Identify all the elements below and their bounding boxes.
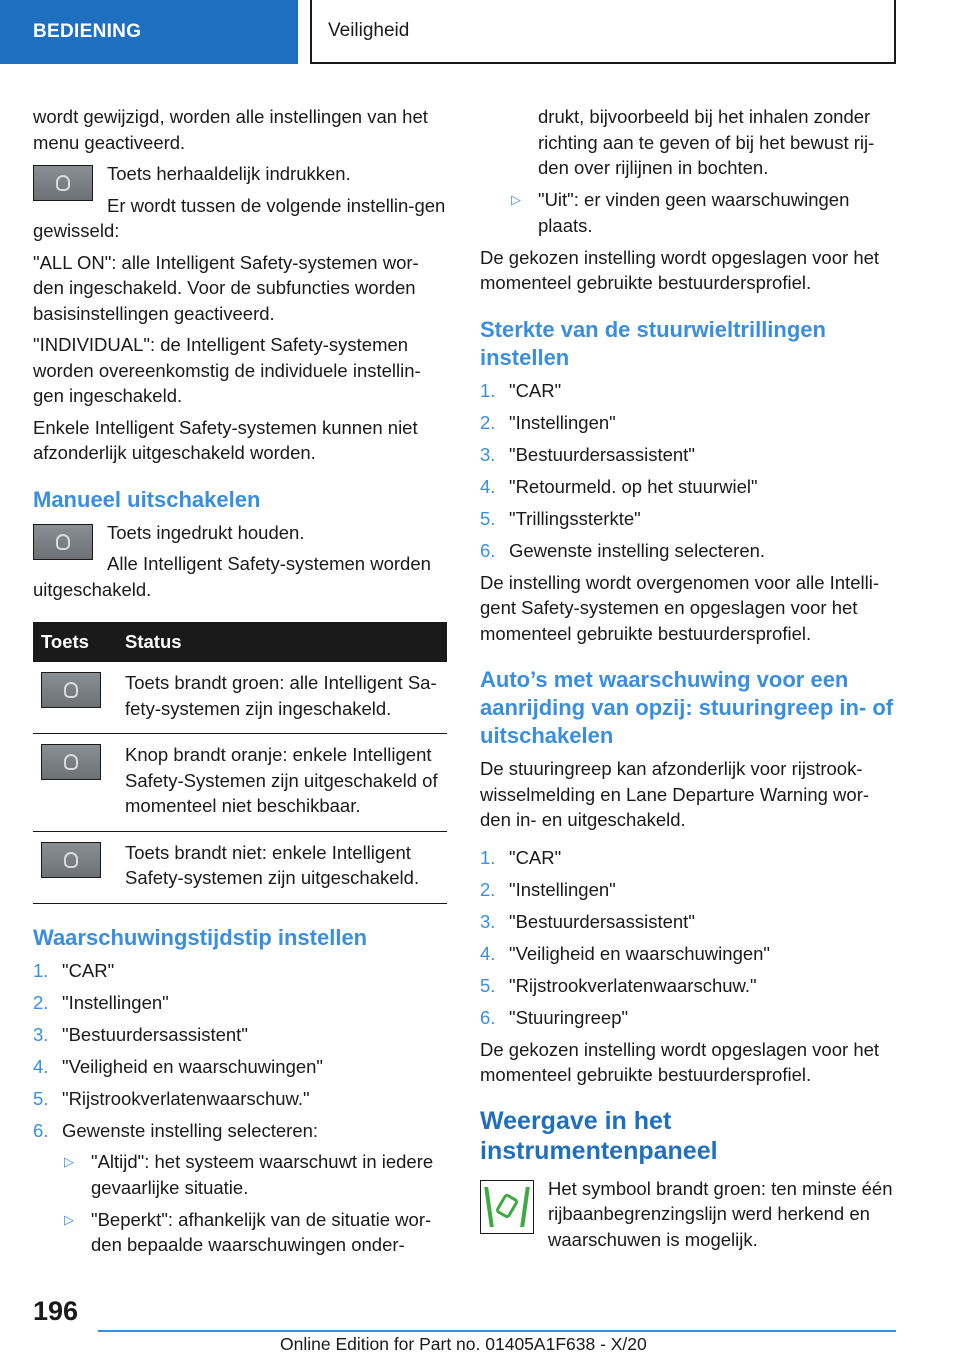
step-text: "Instellingen": [509, 878, 616, 900]
list-item: [480, 877, 896, 903]
step-number: 3.: [480, 443, 496, 465]
triangle-bullet-icon: ▷: [511, 192, 521, 207]
step-text: "Trillingssterkte": [509, 507, 641, 529]
step-number: 2.: [33, 991, 49, 1013]
safety-button-icon: [41, 744, 101, 780]
list-item: [480, 506, 896, 532]
list-item: [33, 1054, 447, 1080]
step-number: 4.: [480, 942, 496, 964]
step-number: 4.: [480, 475, 496, 497]
step-text: "CAR": [62, 959, 115, 981]
left-column: [33, 104, 447, 1264]
sub-text: "Uit": er vinden geen waarschuwingen plaats.: [538, 189, 850, 236]
heading-vibration: Sterkte van de stuurwieltrillingen instellen: [480, 316, 826, 370]
paragraph: Alle Intelligent Safety-systemen worden uitgeschakeld.: [33, 553, 431, 600]
triangle-bullet-icon: ▷: [64, 1211, 74, 1227]
step-number: 5.: [480, 507, 496, 529]
step-text: "Rijstrookverlatenwaarschuw.": [62, 1087, 310, 1109]
step-number: 3.: [33, 1023, 49, 1045]
page-number: 196: [33, 1296, 79, 1326]
status-table: [33, 622, 447, 904]
lane-departure-icon: [480, 1180, 534, 1234]
footer-divider: [98, 1330, 896, 1332]
sub-item: [62, 1207, 447, 1258]
sub-item: [480, 187, 896, 238]
step-text: Gewenste instelling selecteren.: [509, 539, 766, 561]
table-cell-status: Knop brandt oranje: enkele Intelligent Safety-Systemen zijn uitgeschakeld of momenteel niet beschikbaar.: [117, 734, 447, 832]
paragraph: wordt gewijzigd, worden alle instellingen van het menu geactiveerd.: [33, 106, 428, 153]
button-instruction: [33, 520, 447, 603]
paragraph: Toets ingedrukt houden.: [107, 521, 305, 543]
paragraph: Er wordt tussen de volgende instellin-gen gewisseld:: [33, 194, 446, 241]
step-number: 1.: [480, 379, 496, 401]
button-instruction: [33, 161, 447, 244]
paragraph: De gekozen instelling wordt opgeslagen voor het momenteel gebruikte bestuurdersprofiel.: [480, 246, 880, 293]
right-column: [480, 104, 896, 1258]
paragraph: De stuuringreep kan afzonderlijk voor rijstrook-wisselmelding en Lane Departure Warning wor-den in- en uitgeschakeld.: [480, 758, 870, 830]
steps-steering: [480, 845, 896, 1031]
step-text: "CAR": [509, 379, 562, 401]
paragraph: Toets herhaaldelijk indrukken.: [107, 163, 351, 184]
section-title: BEDIENING: [33, 21, 142, 42]
section-tab: [0, 0, 298, 64]
triangle-bullet-icon: ▷: [64, 1154, 74, 1169]
list-item: [480, 941, 896, 967]
heading-display: Weergave in het instrumentenpaneel: [480, 1106, 718, 1165]
heading-manual-off: Manueel uitschakelen: [33, 486, 261, 512]
table-row: [33, 831, 447, 903]
step-text: "Stuuringreep": [509, 1006, 629, 1028]
step-number: 6.: [480, 539, 496, 561]
list-item: [480, 410, 896, 436]
chapter-tab: [310, 0, 896, 64]
safety-button-icon: [33, 165, 93, 201]
paragraph: "ALL ON": alle Intelligent Safety-systemen wor-den ingeschakeld. Voor de subfuncties worden basisinstellingen geactiveerd.: [33, 251, 419, 324]
sub-options: [62, 1149, 447, 1258]
step-number: 5.: [480, 974, 496, 996]
table-header-status: Status: [117, 622, 447, 662]
table-row: [33, 662, 447, 734]
steps-vibration: [480, 378, 896, 564]
sub-text: drukt, bijvoorbeeld bij het inhalen zonder richting aan te geven of bij het bewust rij-den over rijlijnen in bochten.: [538, 106, 875, 178]
step-number: 2.: [480, 878, 496, 900]
table-cell-status: Toets brandt niet: enkele Intelligent Safety-systemen zijn uitgeschakeld.: [117, 831, 447, 903]
paragraph: "INDIVIDUAL": de Intelligent Safety-systemen worden overeenkomstig de individuele instellin-gen ingeschakeld.: [33, 334, 421, 406]
step-number: 6.: [33, 1119, 49, 1141]
step-number: 5.: [33, 1087, 49, 1109]
list-item: [480, 538, 896, 564]
sub-item: [480, 104, 896, 181]
list-item: [33, 1118, 447, 1258]
sub-item: [62, 1149, 447, 1200]
heading-side-collision: Auto’s met waarschuwing voor een aanrijding van opzij: stuuringreep in- of uitschakelen: [480, 667, 894, 748]
chapter-title: Veiligheid: [328, 20, 410, 41]
step-number: 1.: [33, 959, 49, 981]
list-item: [33, 958, 447, 984]
safety-button-icon: [41, 842, 101, 878]
list-item: [480, 474, 896, 500]
table-row: [33, 734, 447, 832]
list-item: [33, 1022, 447, 1048]
table-header-toets: Toets: [33, 622, 117, 662]
list-item: [480, 845, 896, 871]
symbol-instruction: [480, 1176, 896, 1253]
list-item: [33, 990, 447, 1016]
sub-text: "Altijd": het systeem waarschuwt in iedere gevaarlijke situatie.: [91, 1151, 434, 1198]
list-item: [33, 1086, 447, 1112]
step-text: "Bestuurdersassistent": [509, 910, 695, 932]
step-text: "Instellingen": [62, 991, 169, 1013]
list-item: [480, 973, 896, 999]
step-text: "Veiligheid en waarschuwingen": [62, 1055, 323, 1077]
step-text: "Retourmeld. op het stuurwiel": [509, 475, 758, 497]
safety-button-icon: [33, 524, 93, 560]
list-item: [480, 909, 896, 935]
paragraph: Enkele Intelligent Safety-systemen kunnen niet afzonderlijk uitgeschakeld worden.: [33, 416, 418, 463]
list-item: [480, 378, 896, 404]
step-text: "Bestuurdersassistent": [62, 1023, 248, 1045]
sub-text: "Beperkt": afhankelijk van de situatie wor-den bepaalde waarschuwingen onder-: [91, 1208, 432, 1255]
paragraph: De gekozen instelling wordt opgeslagen voor het momenteel gebruikte bestuurdersprofiel.: [480, 1038, 880, 1085]
step-text: "Veiligheid en waarschuwingen": [509, 942, 770, 964]
step-number: 2.: [480, 411, 496, 433]
paragraph: Het symbool brandt groen: ten minste één rijbaanbegrenzingslijn werd herkend en waarschuwen is mogelijk.: [548, 1177, 893, 1250]
step-text: Gewenste instelling selecteren:: [62, 1119, 319, 1141]
step-number: 1.: [480, 846, 496, 868]
footer-edition: Online Edition for Part no. 01405A1F638 - X/20: [280, 1334, 647, 1354]
step-number: 4.: [33, 1055, 49, 1077]
heading-warning-time: Waarschuwingstijdstip instellen: [33, 924, 368, 950]
safety-button-icon: [41, 672, 101, 708]
step-number: 3.: [480, 910, 496, 932]
step-text: "Instellingen": [509, 411, 616, 433]
list-item: [480, 1005, 896, 1031]
step-number: 6.: [480, 1006, 496, 1028]
list-item: [480, 442, 896, 468]
table-cell-status: Toets brandt groen: alle Intelligent Sa-fety-systemen zijn ingeschakeld.: [117, 662, 447, 734]
step-text: "Bestuurdersassistent": [509, 443, 695, 465]
step-text: "Rijstrookverlatenwaarschuw.": [509, 974, 757, 996]
paragraph: De instelling wordt overgenomen voor alle Intelli-gent Safety-systemen en opgeslagen voor het momenteel gebruikte bestuurdersprofiel.: [480, 571, 879, 644]
step-text: "CAR": [509, 846, 562, 868]
sub-options-cont: [480, 104, 896, 238]
steps-warning-time: [33, 958, 447, 1258]
